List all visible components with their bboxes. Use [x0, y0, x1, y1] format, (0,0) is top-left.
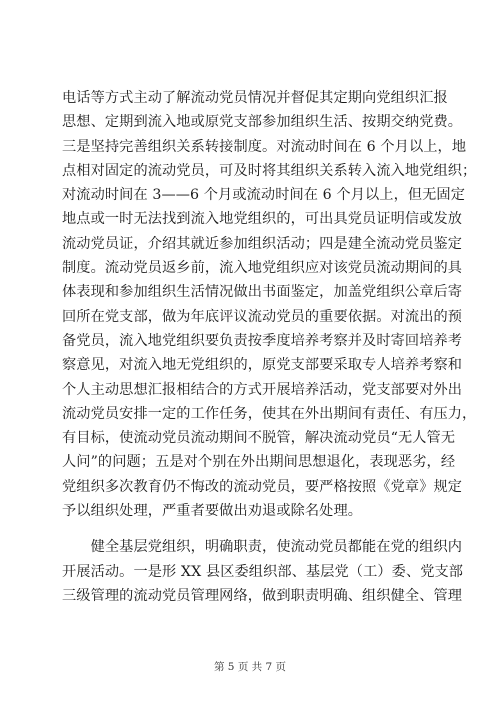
text-line: 对流动时间在 3——6 个月或流动时间在 6 个月以上，但无固定 [62, 187, 466, 204]
text-line: 备党员，流入地党组织要负责按季度培养考察并及时寄回培养考 [62, 332, 463, 349]
text-line: 察意见，对流入地无党组织的，原党支部要采取专人培养考察和 [62, 357, 463, 374]
text-line: 个人主动思想汇报相结合的方式开展培养活动，党支部要对外出 [62, 381, 463, 398]
text-line: 三级管理的流动党员管理网络，做到职责明确、组织健全、管理 [62, 587, 463, 604]
paragraph-gap [62, 523, 447, 535]
body-text [62, 86, 477, 608]
paragraph-2 [62, 535, 464, 608]
text-line: 流动党员证，介绍其就近参加组织活动；四是建全流动党员鉴定 [62, 235, 463, 252]
text-line: 人问”的问题；五是对个别在外出期间思想退化，表现恶劣，经 [62, 454, 456, 471]
text-line: 点相对固定的流动党员，可及时将其组织关系转入流入地党组织； [62, 162, 477, 179]
text-line: 三是坚持完善组织关系转接制度。对流动时间在 6 个月以上，地 [62, 138, 467, 155]
text-line: 地点或一时无法找到流入地党组织的，可出具党员证明信或发放 [62, 211, 463, 228]
text-line: 思想、定期到流入地或原党支部参加组织生活、按期交纳党费。 [62, 114, 463, 131]
text-line: 予以组织处理，严重者要做出劝退或除名处理。 [62, 503, 363, 520]
text-line: 体表现和参加组织生活情况做出书面鉴定，加盖党组织公章后寄 [62, 284, 463, 301]
paragraph-1 [62, 86, 477, 523]
page-number-label: 第 5 页 共 7 页 [213, 661, 287, 673]
text-line: 流动党员安排一定的工作任务，使其在外出期间有责任、有压力， [62, 405, 477, 422]
text-line: 制度。流动党员返乡前，流入地党组织应对该党员流动期间的具 [62, 260, 463, 277]
text-line: 开展活动。一是形 XX 县区委组织部、基层党（工）委、党支部 [62, 563, 464, 580]
text-line: 电话等方式主动了解流动党员情况并督促其定期向党组织汇报 [62, 90, 448, 106]
text-line: 有目标，使流动党员流动期间不脱管，解决流动党员“无人管无 [62, 430, 456, 447]
text-line: 党组织多次教育仍不悔改的流动党员，要严格按照《党章》规定 [62, 478, 463, 495]
text-line: 健全基层党组织，明确职责，使流动党员都能在党的组织内 [62, 539, 463, 556]
page-footer [0, 659, 500, 674]
text-line: 回所在党支部，做为年底评议流动党员的重要依据。对流出的预 [62, 308, 463, 325]
